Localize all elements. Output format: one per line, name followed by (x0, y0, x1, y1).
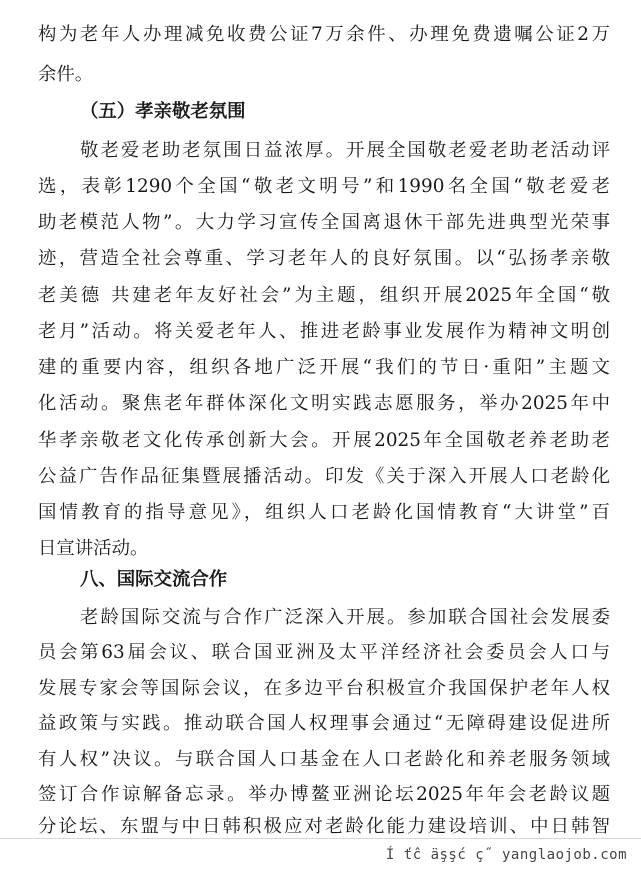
paragraph-line: 签订合作谅解备忘录。举办博鳌亚洲论坛2025年年会老龄议题 (38, 784, 610, 805)
paragraph-line: 有人权”决议。与联合国人口基金在人口老龄化和养老服务领域 (38, 749, 610, 770)
paragraph-line: 老美德 共建老年友好社会”为主题，组织开展2025年全国“敬 (38, 285, 610, 306)
paragraph-line: 老月”活动。将关爱老年人、推进老龄事业发展作为精神文明创 (38, 321, 610, 342)
section-heading-5: （五）孝亲敬老氛围 (80, 101, 246, 122)
paragraph-line: 国情教育的指导意见》，组织人口老龄化国情教育“大讲堂”百 (38, 502, 610, 523)
source-watermark[interactable]: Í ťĉ äşşć ç˝ yanglaojob.com (385, 847, 627, 863)
paragraph-line: 员会第63届会议、联合国亚洲及太平洋经济社会委员会人口与 (38, 642, 610, 663)
paragraph-line: 华孝亲敬老文化传承创新大会。开展2025年全国敬老养老助老 (38, 430, 610, 451)
paragraph-line: 迹，营造全社会尊重、学习老年人的良好氛围。以“弘扬孝亲敬 (38, 248, 610, 269)
paragraph-line: 构为老年人办理减免收费公证7万余件、办理免费遗嘱公证2万 (38, 24, 610, 45)
paragraph-line: 公益广告作品征集暨展播活动。印发《关于深入开展人口老龄化 (38, 466, 610, 487)
paragraph-line: 助老模范人物”。大力学习宣传全国离退休干部先进典型光荣事 (38, 212, 610, 233)
paragraph-line: 老龄国际交流与合作广泛深入开展。参加联合国社会发展委 (80, 607, 610, 628)
paragraph-line: 敬老爱老助老氛围日益浓厚。开展全国敬老爱老助老活动评 (80, 140, 610, 161)
footer-bar (0, 838, 641, 869)
paragraph-line: 发展专家会等国际会议，在多边平台积极宣介我国保护老年人权 (38, 678, 610, 699)
paragraph-line: 日宣讲活动。 (38, 538, 149, 559)
paragraph-line: 化活动。聚焦老年群体深化文明实践志愿服务，举办2025年中 (38, 393, 610, 414)
paragraph-line: 选，表彰1290个全国“敬老文明号”和1990名全国“敬老爱老 (38, 176, 610, 197)
section-heading-8: 八、国际交流合作 (80, 569, 228, 590)
paragraph-line: 余件。 (38, 64, 94, 85)
paragraph-line: 建的重要内容，组织各地广泛开展“我们的节日·重阳”主题文 (38, 357, 610, 378)
paragraph-line: 益政策与实践。推动联合国人权理事会通过“无障碍建设促进所 (38, 713, 610, 734)
paragraph-line: 分论坛、东盟与中日韩积极应对老龄化能力建设培训、中日韩智 (38, 816, 610, 837)
